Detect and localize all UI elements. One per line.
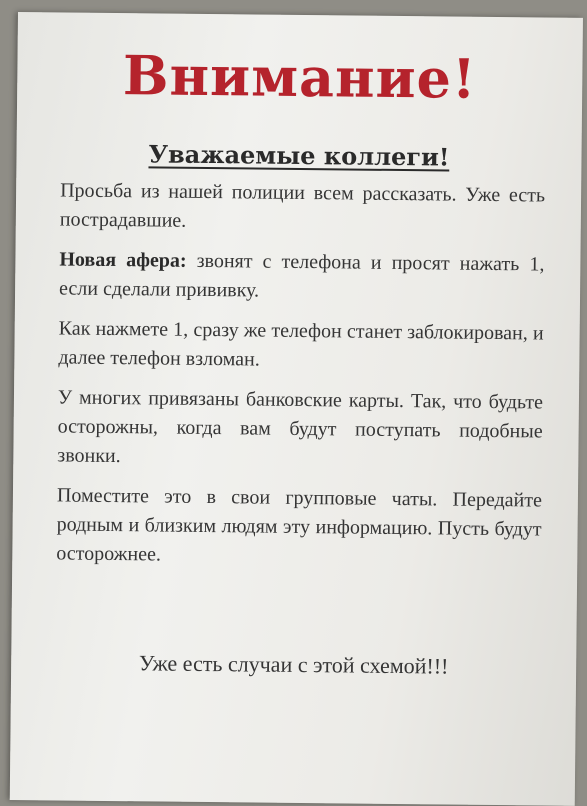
notice-body (56, 176, 545, 584)
paragraph-request: Просьба из нашей полиции всем рассказать. Уже есть пострадавшие. (59, 179, 546, 232)
scam-description: звонят с телефона и просят нажать 1, если сделали прививку. (58, 249, 545, 302)
paragraph-warning: У многих привязаны банковские карты. Так, что будьте осторожны, когда вам будут поступать подобные звонки. (57, 386, 544, 468)
notice-closing: Уже есть случаи с этой схемой!!! (138, 650, 449, 679)
paragraph-share: Поместите это в свои групповые чаты. Передайте родным и близким людям эту информацию. Пусть будут осторожнее. (56, 484, 543, 566)
paragraph-consequence: Как нажмете 1, сразу же телефон станет заблокирован, и далее телефон взломан. (58, 317, 544, 371)
paragraph-scam (59, 245, 545, 308)
notice-subtitle: Уважаемые коллеги! (148, 139, 450, 172)
notice-paper (10, 12, 583, 806)
scam-label: Новая афера: (59, 248, 187, 272)
notice-title: Внимание! (122, 43, 478, 111)
